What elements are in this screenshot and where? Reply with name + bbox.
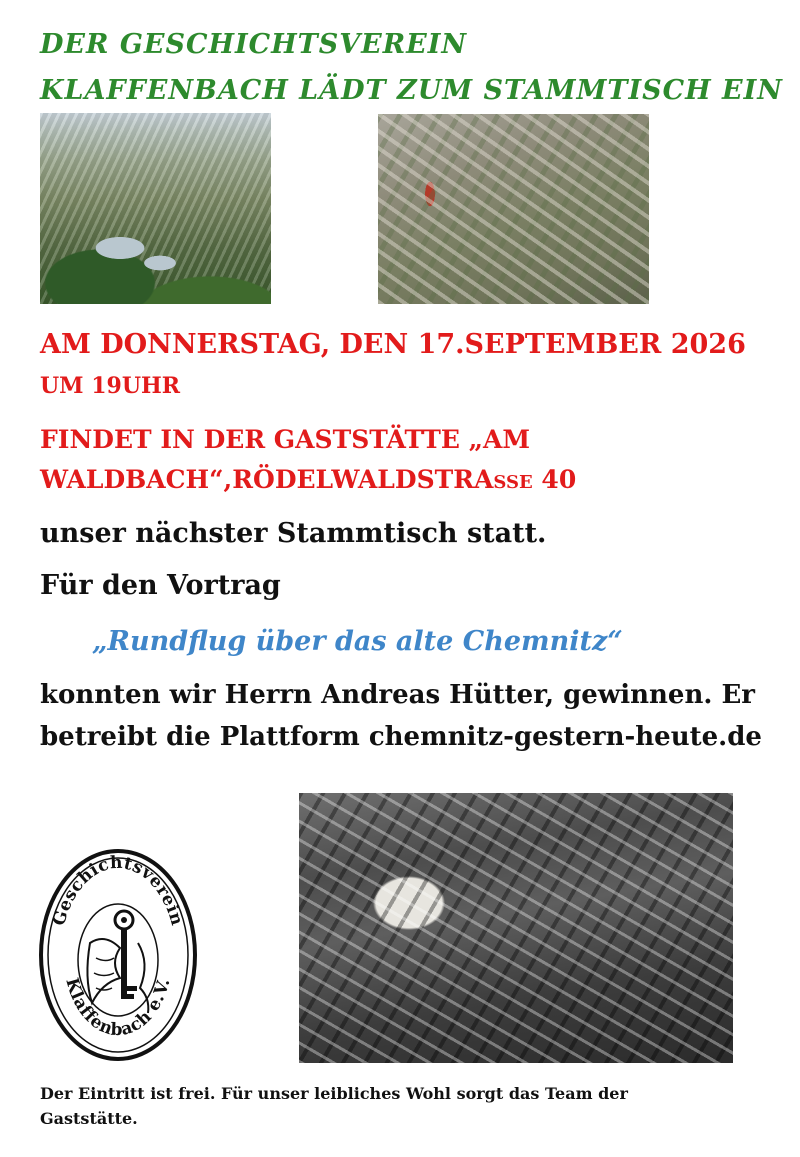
historic-aerial-photo: [299, 793, 733, 1063]
footer-line2: Gaststätte.: [40, 1109, 138, 1128]
aerial-photo-district: [378, 114, 649, 304]
club-logo: [38, 848, 198, 1063]
aerial-photo-lake: [40, 113, 271, 304]
event-date: AM DONNERSTAG, DEN 17.SEPTEMBER 2026: [40, 329, 746, 360]
header-title-line1: DER GESCHICHTSVEREIN: [40, 29, 468, 60]
event-location-line1: FINDET IN DER GASTSTÄTTE „AM: [40, 425, 531, 454]
body-line-vortrag: Für den Vortrag: [40, 570, 281, 601]
body-line-stammtisch: unser nächster Stammtisch statt.: [40, 518, 547, 549]
body-line-platform: betreibt die Plattform chemnitz-gestern-heute.de: [40, 722, 762, 752]
footer-text: [40, 1081, 760, 1131]
logo-text-top: Geschichtsverein: [49, 852, 187, 929]
club-logo-graphic: [38, 848, 198, 1063]
talk-title: „Rundflug über das alte Chemnitz“: [92, 626, 623, 657]
event-time: UM 19UHR: [40, 373, 181, 399]
footer-line1: Der Eintritt ist frei. Für unser leibliches Wohl sorgt das Team der: [40, 1084, 628, 1103]
event-location-line2: WALDBACH“,RÖDELWALDSTRAße 40: [40, 465, 577, 494]
logo-text-bottom: Klaffenbach e.V.: [61, 975, 175, 1041]
header-title-line2: KLAFFENBACH LÄDT ZUM STAMMTISCH EIN: [40, 75, 783, 106]
body-line-speaker: konnten wir Herrn Andreas Hütter, gewinnen. Er: [40, 680, 755, 710]
